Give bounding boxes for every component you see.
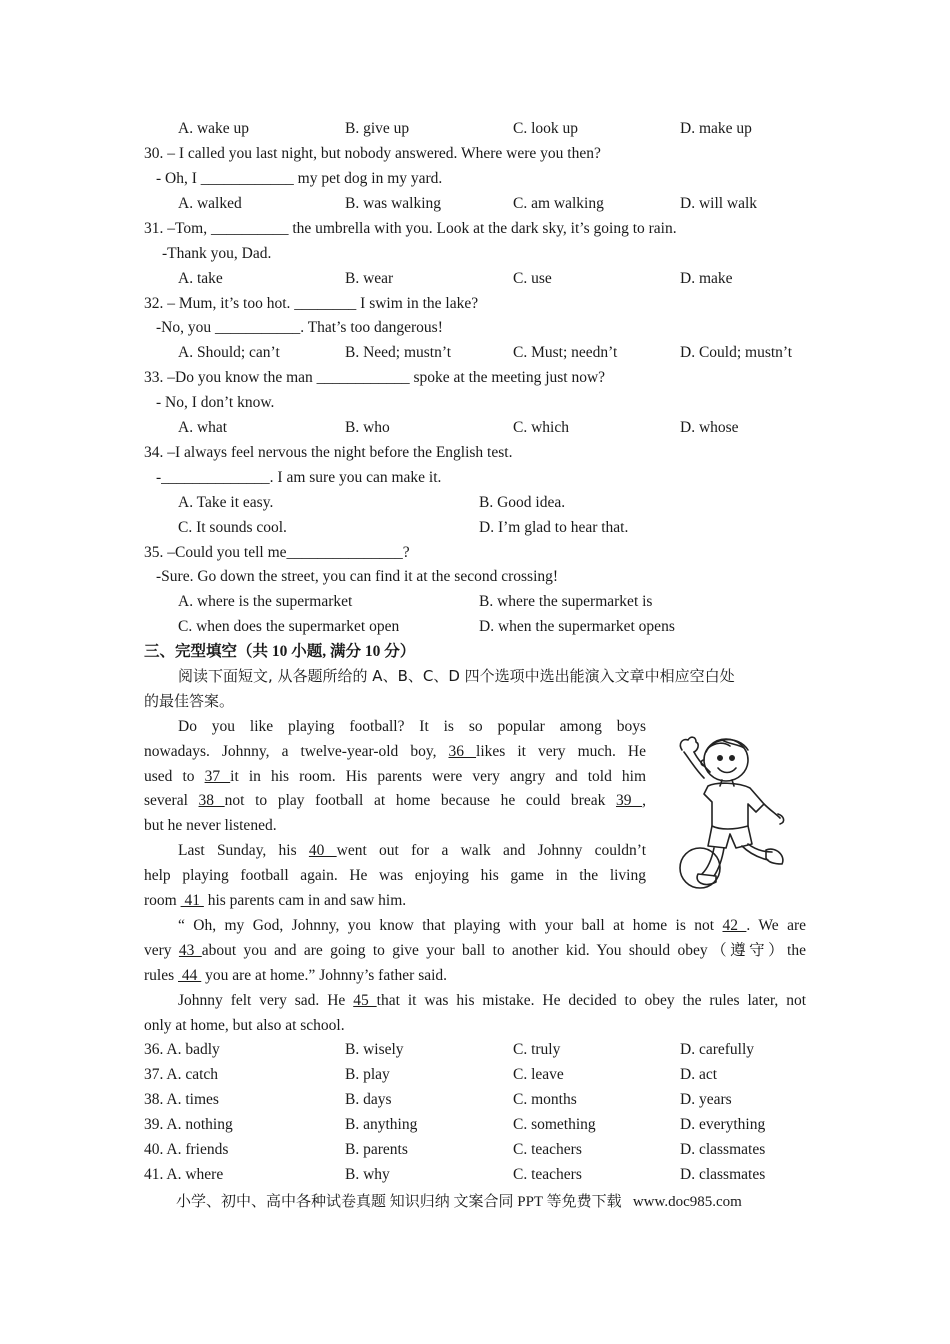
q29-option-c: C. look up — [513, 120, 579, 137]
blank-36: 36 — [448, 743, 477, 760]
blank-43: 43 — [178, 942, 202, 959]
q39-option-d: D. everything — [680, 1116, 766, 1133]
blank-38: 38 — [198, 792, 225, 809]
passage-line — [178, 913, 806, 938]
q31-option-b: B. wear — [345, 270, 394, 287]
passage-text: room — [144, 892, 181, 909]
q32-option-b: B. Need; mustn’t — [345, 344, 452, 361]
q40-option-b: B. parents — [345, 1141, 408, 1158]
passage-text: went out for a walk and Johnny couldn’t — [336, 842, 646, 859]
q33-option-b: B. who — [345, 419, 390, 436]
passage-text: you are at home.” Johnny’s father said. — [201, 967, 448, 984]
passage-line — [144, 788, 646, 813]
passage-line — [144, 739, 646, 764]
passage-text: . We are — [746, 917, 806, 934]
passage-line: but he never listened. — [144, 817, 277, 834]
q29-option-b: B. give up — [345, 120, 410, 137]
q31-option-d: D. make — [680, 270, 733, 287]
q39-option-c: C. something — [513, 1116, 596, 1133]
q38-option-c: C. months — [513, 1091, 577, 1108]
passage-text: very — [144, 942, 179, 959]
blank-45: 45 — [353, 992, 377, 1009]
q38-option-b: B. days — [345, 1091, 392, 1108]
q38-option-a: 38. A. times — [144, 1091, 219, 1108]
passage-text: help playing football again. He was enjoying his game in the living — [144, 867, 646, 884]
q30-reply: - Oh, I ____________ my pet dog in my yard. — [156, 170, 443, 187]
q33-option-c: C. which — [513, 419, 569, 436]
q36-option-d: D. carefully — [680, 1041, 755, 1058]
page-footer: 小学、初中、高中各种试卷真题 知识归纳 文案合同 PPT 等免费下载 www.doc985.com — [176, 1194, 742, 1210]
passage-text: nowadays. Johnny, a twelve-year-old boy, — [144, 743, 449, 760]
q39-option-a: 39. A. nothing — [144, 1116, 233, 1133]
passage-line: only at home, but also at school. — [144, 1017, 345, 1034]
q34-option-b: B. Good idea. — [479, 494, 566, 511]
q35-option-d: D. when the supermarket opens — [479, 618, 675, 635]
passage-text: used to — [144, 768, 205, 785]
q41-option-d: D. classmates — [680, 1166, 766, 1183]
blank-44: 44 — [178, 967, 202, 984]
q32-option-c: C. Must; needn’t — [513, 344, 618, 361]
q35-reply: -Sure. Go down the street, you can find it at the second crossing! — [156, 568, 559, 585]
passage-text: Johnny felt very sad. He — [178, 992, 354, 1009]
q30-stem: 30. – I called you last night, but nobody answered. Where were you then? — [144, 145, 601, 162]
q30-option-d: D. will walk — [680, 195, 758, 212]
q31-reply: -Thank you, Dad. — [162, 245, 272, 262]
passage-text: rules — [144, 967, 179, 984]
q34-option-d: D. I’m glad to hear that. — [479, 519, 629, 536]
passage-text: his parents cam in and saw him. — [203, 892, 407, 909]
q32-option-a: A. Should; can’t — [178, 344, 280, 361]
q41-option-b: B. why — [345, 1166, 390, 1183]
q37-option-a: 37. A. catch — [144, 1066, 219, 1083]
passage-line — [144, 963, 447, 988]
q37-option-d: D. act — [680, 1066, 718, 1083]
section-title: 三、完型填空（共 10 小题, 满分 10 分） — [144, 643, 416, 660]
q37-option-b: B. play — [345, 1066, 390, 1083]
passage-text: “ Oh, my God, Johnny, you know that playing with your ball at home is not — [178, 917, 723, 934]
q40-option-c: C. teachers — [513, 1141, 582, 1158]
q35-option-a: A. where is the supermarket — [178, 593, 353, 610]
blank-42: 42 — [722, 917, 747, 934]
q36-option-a: 36. A. badly — [144, 1041, 220, 1058]
q30-option-c: C. am walking — [513, 195, 604, 212]
q29-option-a: A. wake up — [178, 120, 250, 137]
blank-40: 40 — [308, 842, 337, 859]
blank-41: 41 — [180, 892, 204, 909]
q35-stem: 35. –Could you tell me_______________? — [144, 544, 410, 561]
passage-line — [144, 863, 646, 888]
q38-option-d: D. years — [680, 1091, 732, 1108]
q32-reply: -No, you ___________. That’s too dangerous! — [156, 319, 443, 336]
q40-option-a: 40. A. friends — [144, 1141, 229, 1158]
section-instruction-cont: 的最佳答案。 — [144, 692, 235, 710]
q29-option-d: D. make up — [680, 120, 752, 137]
q33-option-a: A. what — [178, 419, 228, 436]
passage-text: about you and are going to give your ball to another kid. You should obey（遵守）the — [201, 942, 806, 959]
passage-text: Do you like playing football? It is so popular among boys — [178, 718, 646, 735]
q33-option-d: D. whose — [680, 419, 739, 436]
passage-text: likes it very much. He — [476, 743, 646, 760]
q30-option-a: A. walked — [178, 195, 242, 212]
q33-stem: 33. –Do you know the man ____________ spoke at the meeting just now? — [144, 369, 606, 386]
blank-39: 39 — [616, 792, 643, 809]
passage-line — [178, 838, 646, 863]
q36-option-c: C. truly — [513, 1041, 561, 1058]
q40-option-d: D. classmates — [680, 1141, 766, 1158]
q41-option-a: 41. A. where — [144, 1166, 224, 1183]
passage-line — [144, 764, 646, 789]
passage-text: that it was his mistake. He decided to obey the rules later, not — [376, 992, 807, 1009]
q30-option-b: B. was walking — [345, 195, 442, 212]
passage-line — [144, 888, 406, 913]
passage-text: it in his room. His parents were very angry and told him — [230, 768, 647, 785]
q32-stem: 32. – Mum, it’s too hot. ________ I swim in the lake? — [144, 295, 479, 312]
q36-option-b: B. wisely — [345, 1041, 404, 1058]
section-instruction: 阅读下面短文, 从各题所给的 A、B、C、D 四个选项中选出能演入文章中相应空白处 — [178, 667, 735, 685]
q37-option-c: C. leave — [513, 1066, 564, 1083]
q34-option-a: A. Take it easy. — [178, 494, 274, 511]
q33-reply: - No, I don’t know. — [156, 394, 275, 411]
passage-text: Last Sunday, his — [178, 842, 309, 859]
passage-line — [144, 938, 806, 963]
q32-option-d: D. Could; mustn’t — [680, 344, 793, 361]
q34-reply: -______________. I am sure you can make it. — [156, 469, 442, 486]
passage-text: , — [642, 792, 647, 809]
q41-option-c: C. teachers — [513, 1166, 582, 1183]
q31-option-a: A. take — [178, 270, 223, 287]
passage-line — [178, 988, 806, 1013]
q35-option-c: C. when does the supermarket open — [178, 618, 400, 635]
q31-stem: 31. –Tom, __________ the umbrella with you. Look at the dark sky, it’s going to rain. — [144, 220, 677, 237]
q34-option-c: C. It sounds cool. — [178, 519, 287, 536]
passage-text: several — [144, 792, 199, 809]
q35-option-b: B. where the supermarket is — [479, 593, 653, 610]
passage-line — [178, 714, 646, 739]
blank-37: 37 — [204, 768, 231, 785]
q39-option-b: B. anything — [345, 1116, 418, 1133]
q34-stem: 34. –I always feel nervous the night before the English test. — [144, 444, 513, 461]
passage-text: not to play football at home because he could break — [224, 792, 616, 809]
boy-football-illustration — [668, 722, 802, 902]
q31-option-c: C. use — [513, 270, 552, 287]
